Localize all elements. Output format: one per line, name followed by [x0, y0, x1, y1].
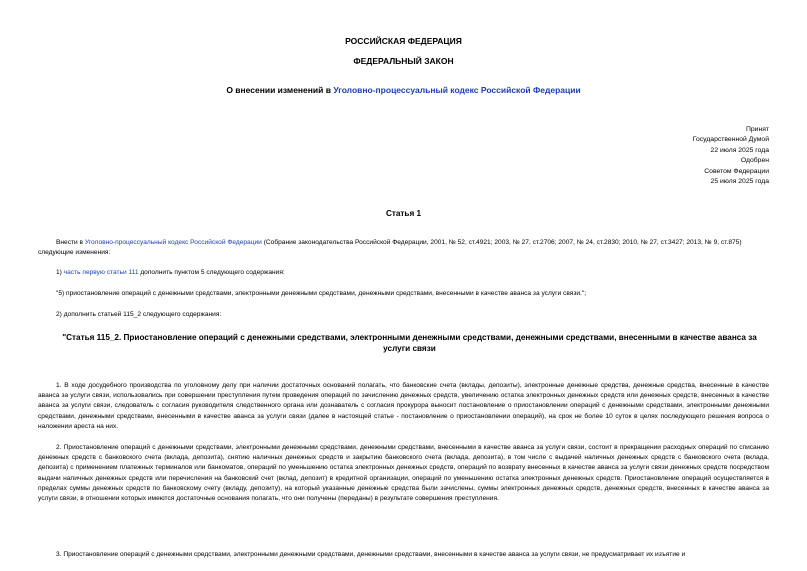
- approval-date: 25 июля 2025 года: [710, 178, 769, 186]
- intro-rest: (Собрание законодательства Российской Федерации, 2001, № 52, ст.4921; 2003, № 27, ст.2706; 2007, № 24, ст.2830; 2010, № 27, ст.3427; 2013, № 9, ст.875) следующие изменения:: [38, 239, 742, 257]
- code-link[interactable]: Уголовно-процессуальный кодекс Российской Федерации: [333, 85, 581, 95]
- article-111-link[interactable]: часть первую статьи 111: [63, 269, 139, 276]
- article-115-2-paragraph-2: 2. Приостановление операций с денежными средствами, электронными денежными средствами, денежными средствами, внесенными в качестве аванса за услуги связи, состоит в прекращении расходных операций по списанию денежных средств с банковского счета (вклада, депозита), снятию наличных денежных средств и закрытию банковского счета (вклада, депозита), в том числе с выдачей наличных денежных средств с банковского счета (вклада, депозита) с применением платежных терминалов или банкоматов, операций по уменьшению остатка электронных денежных средств, операций по возврату внесенных в качестве аванса за услуги связи денежных средств посредством выдачи наличных денежных средств или перечисления на банковский счет (вклад, депозит) в кредитной организации, операций по уменьшению остатка электронных денежных средств. Приостановление операций осуществляется в пределах суммы денежных средств по банковскому счету (вкладу, депозиту), на который указанные денежные средства были зачислены, суммы электронных денежных средств, денежных средств, внесенных в качестве аванса за услуги связи, в отношении которых имеются достаточные основания полагать, что они получены (переданы) в результате совершения преступления.: [38, 444, 769, 503]
- approval-line: Советом Федерации: [704, 167, 769, 175]
- article-1-intro: [38, 238, 769, 258]
- item-1-quote: "5) приостановление операций с денежными средствами, электронными денежными средствами, денежными средствами, внесенными в качестве аванса за услуги связи.";: [56, 290, 587, 297]
- article-115-2-paragraph-1: 1. В ходе досудебного производства по уголовному делу при наличии достаточных оснований полагать, что банковские счета (вклады, депозиты), электронные денежные средства, денежные средства, внесенные в качестве аванса за услуги связи, использовались при совершении преступления путем проведения операций по зачислению денежных средств, увеличению остатка электронных денежных средств или денежных средств, внесенных в качестве аванса за услуги связи, следователь с согласия руководителя следственного органа или дознаватель с согласия прокурора выносит постановление о приостановлении операций с денежными средствами, электронными денежными средствами, денежными средствами, внесенными в качестве аванса за услуги связи (далее в настоящей статье - постановление о приостановлении операций), на срок не более 10 суток в целях последующего решения вопроса о наложении ареста на них.: [38, 382, 769, 430]
- law-type-heading: ФЕДЕРАЛЬНЫЙ ЗАКОН: [353, 56, 454, 66]
- law-title-prefix: О внесении изменений в: [226, 85, 334, 95]
- item-1-rest: дополнить пунктом 5 следующего содержания:: [138, 269, 285, 276]
- article-115-2-heading: "Статья 115_2. Приостановление операций с денежными средствами, электронными денежными средствами, денежными средствами, внесенными в качестве аванса за услуги связи: [62, 333, 757, 353]
- adoption-line: Принят: [745, 126, 769, 133]
- adoption-date: 22 июля 2025 года: [710, 146, 769, 154]
- item-1: [56, 268, 769, 278]
- federation-heading: РОССИЙСКАЯ ФЕДЕРАЦИЯ: [345, 36, 462, 46]
- article-115-2-paragraph-3: 3. Приостановление операций с денежными средствами, электронными денежными средствами, денежными средствами, внесенными в качестве аванса за услуги связи, не предусматривает их изъятие и: [56, 551, 686, 558]
- law-title: [0, 85, 807, 95]
- code-link-intro[interactable]: Уголовно-процессуальный кодекс Российской Федерации: [84, 239, 262, 246]
- adoption-line: Государственной Думой: [692, 136, 769, 144]
- item-1-prefix: 1): [56, 269, 64, 276]
- adoption-block: [569, 125, 769, 187]
- article-1-heading: Статья 1: [385, 209, 422, 218]
- intro-prefix: Внести в: [56, 239, 85, 246]
- item-2: 2) дополнить статьей 115_2 следующего содержания:: [56, 311, 222, 318]
- approval-line: Одобрен: [740, 157, 769, 165]
